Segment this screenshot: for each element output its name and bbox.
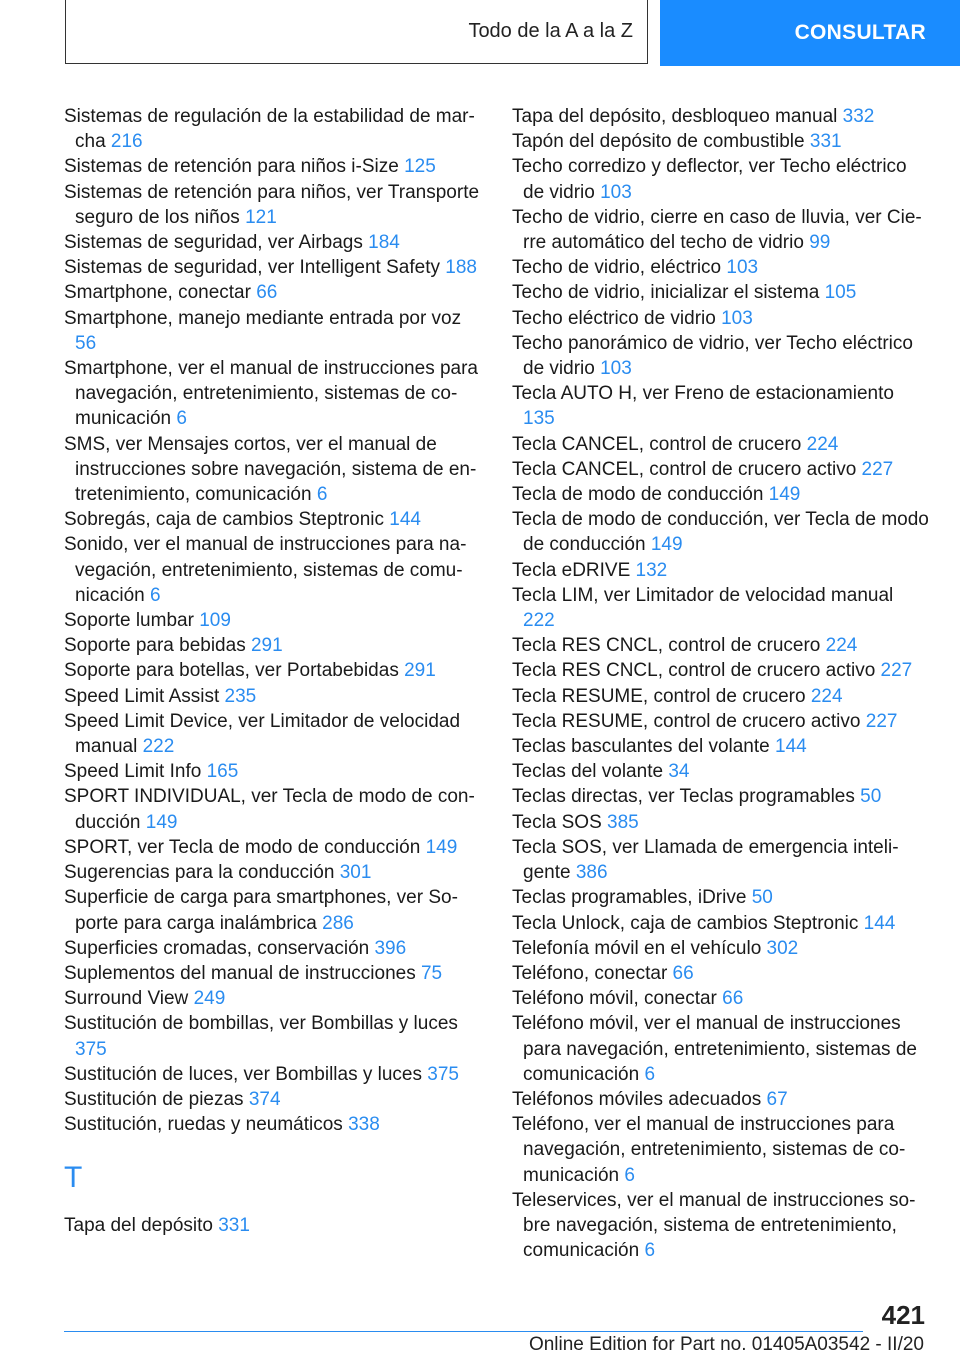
- index-entry-text: Teléfono móvil, ver el manual de instrucciones para navegación, entretenimiento, sistemas de comunicación: [512, 1013, 917, 1085]
- index-entry: [64, 759, 482, 784]
- index-page-link[interactable]: 235: [224, 685, 257, 707]
- index-entry-text: Suplementos del manual de instrucciones: [64, 962, 421, 984]
- index-entry: [512, 154, 930, 204]
- index-entry: [64, 860, 482, 885]
- index-entry: [64, 180, 482, 230]
- index-entry-text: Techo de vidrio, inicializar el sistema: [512, 282, 825, 304]
- index-page-link[interactable]: 6: [644, 1063, 656, 1085]
- index-entry: [512, 205, 930, 255]
- index-page-link[interactable]: 75: [420, 962, 443, 984]
- index-entry: [64, 1112, 482, 1137]
- index-entry-text: Tecla RES CNCL, control de crucero: [512, 635, 826, 657]
- index-entry-text: Teclas basculantes del volante: [512, 736, 775, 758]
- index-entry: [64, 356, 482, 432]
- index-page-link[interactable]: 286: [322, 912, 354, 934]
- index-entry-text: Speed Limit Device, ver Limitador de velocidad manual: [64, 710, 461, 758]
- index-entry-text: Sustitución, ruedas y neumáticos: [64, 1114, 349, 1136]
- index-entry-text: Sistemas de regulación de la estabilidad de marcha: [64, 106, 475, 153]
- index-entry: [64, 986, 482, 1011]
- index-page-link[interactable]: 374: [248, 1088, 281, 1110]
- index-entry-text: Tecla RES CNCL, control de crucero activo: [512, 660, 881, 682]
- index-entry: [512, 255, 930, 280]
- index-entry-text: Tapa del depósito, desbloqueo manual: [512, 106, 843, 127]
- index-entry-text: Tecla de modo de conducción, ver Tecla de modo de conducción: [512, 509, 929, 556]
- index-entry-text: Tecla SOS, ver Llamada de emergencia inteligente: [512, 836, 899, 884]
- index-entry-text: Speed Limit Info: [64, 761, 207, 783]
- index-entry-text: Sistemas de seguridad, ver Airbags: [64, 232, 369, 254]
- index-page-link[interactable]: 56: [75, 332, 97, 354]
- index-entry: [64, 507, 482, 532]
- index-entry-text: Teléfono, conectar: [512, 962, 673, 984]
- index-entry: [512, 734, 930, 759]
- index-page-link[interactable]: 144: [775, 736, 807, 758]
- index-page-link[interactable]: 99: [809, 232, 831, 254]
- index-column-right: [512, 104, 930, 1263]
- index-entry: [64, 633, 482, 658]
- index-page-link[interactable]: 224: [806, 433, 839, 455]
- index-page-link[interactable]: 291: [250, 635, 283, 657]
- index-entry-text: Smartphone, manejo mediante entrada por voz: [64, 307, 462, 329]
- index-entry: [512, 961, 930, 986]
- index-entry-text: Tapón del depósito de combustible: [512, 131, 810, 153]
- index-entry-text: Tecla RESUME, control de crucero: [512, 685, 811, 707]
- index-entry: [64, 835, 482, 860]
- index-page-link[interactable]: 224: [825, 635, 858, 657]
- index-entry-text: Soporte lumbar: [64, 610, 200, 632]
- index-page-link[interactable]: 50: [860, 786, 882, 808]
- index-entry-text: Surround View: [64, 988, 194, 1010]
- index-entry: [512, 280, 930, 305]
- index-page-link[interactable]: 375: [427, 1063, 459, 1085]
- index-page-link[interactable]: 224: [810, 685, 843, 707]
- index-entry: [64, 961, 482, 986]
- index-entry: [512, 507, 930, 557]
- index-entry: [64, 255, 482, 280]
- index-entry: [512, 104, 930, 129]
- header-section-title[interactable]: [65, 0, 648, 64]
- index-page-link[interactable]: 6: [176, 408, 187, 430]
- index-page-link[interactable]: 6: [644, 1240, 656, 1262]
- index-entry: [512, 658, 930, 683]
- index-entry: [512, 583, 930, 633]
- index-column-left: [64, 104, 482, 1239]
- page-number: 421: [881, 1300, 925, 1330]
- index-entry: [512, 129, 930, 154]
- index-page-link[interactable]: 144: [863, 912, 896, 934]
- index-page-link[interactable]: 222: [523, 610, 555, 632]
- index-entry-text: SMS, ver Mensajes cortos, ver el manual de instrucciones sobre navegación, sistema de entretenimiento, comunicación: [64, 433, 477, 506]
- index-entry-text: SPORT, ver Tecla de modo de conducción: [64, 836, 426, 858]
- index-entry-text: Sustitución de piezas: [64, 1088, 249, 1110]
- index-page-link[interactable]: 6: [316, 484, 328, 506]
- index-entry: [64, 608, 482, 633]
- index-entry-text: Sonido, ver el manual de instrucciones para navegación, entretenimiento, sistemas de comunicación: [64, 534, 467, 606]
- index-entry: [512, 306, 930, 331]
- index-entry: [64, 154, 482, 179]
- index-entry-text: Tecla AUTO H, ver Freno de estacionamiento: [512, 383, 894, 405]
- index-entry-text: Smartphone, conectar: [64, 282, 257, 304]
- index-page-link[interactable]: 103: [726, 257, 759, 279]
- index-entry-text: Tecla de modo de conducción: [512, 484, 769, 506]
- index-page-link[interactable]: 165: [206, 761, 239, 783]
- index-page-link[interactable]: 6: [624, 1164, 635, 1186]
- index-page-link[interactable]: 332: [842, 106, 875, 127]
- index-entry-text: Techo eléctrico de vidrio: [512, 307, 722, 329]
- index-entry-text: Smartphone, ver el manual de instrucciones para navegación, entretenimiento, sistemas de comunicación: [64, 358, 479, 430]
- index-page-link[interactable]: 121: [245, 206, 277, 228]
- index-page-link[interactable]: 386: [575, 862, 608, 884]
- index-page-link[interactable]: 6: [150, 584, 161, 606]
- index-entry-text: Sobregás, caja de cambios Steptronic: [64, 509, 390, 531]
- index-page-link[interactable]: 375: [75, 1038, 107, 1060]
- index-entry-text: Tecla CANCEL, control de crucero activo: [512, 458, 862, 480]
- index-entry-text: Tecla CANCEL, control de crucero: [512, 433, 807, 455]
- index-entry: [512, 1112, 930, 1188]
- footer-divider: [64, 1331, 863, 1332]
- index-page-link[interactable]: 109: [199, 610, 231, 632]
- index-page-link[interactable]: 149: [650, 534, 683, 556]
- index-letter-heading: T: [64, 1161, 83, 1195]
- footer-edition: Online Edition for Part no. 01405A03542 - II/20: [528, 1334, 924, 1355]
- index-page-link[interactable]: 188: [445, 257, 477, 279]
- index-entry: [64, 104, 482, 154]
- index-page-link[interactable]: 222: [142, 736, 175, 758]
- index-entry: [512, 482, 930, 507]
- index-entry: [64, 1011, 482, 1061]
- index-entry: [64, 885, 482, 935]
- index-entry-text: Soporte para bebidas: [64, 635, 251, 657]
- index-entry: [512, 684, 930, 709]
- index-entry-text: SPORT INDIVIDUAL, ver Tecla de modo de conducción: [64, 786, 475, 833]
- index-entry-text: Tecla Unlock, caja de cambios Steptronic: [512, 912, 864, 934]
- index-page-link[interactable]: 184: [368, 232, 400, 254]
- index-entry: [512, 986, 930, 1011]
- index-page-link[interactable]: 66: [256, 282, 278, 304]
- index-page-link[interactable]: 216: [110, 131, 143, 153]
- index-entry: [512, 911, 930, 936]
- index-entry-text: Tecla SOS: [512, 811, 608, 833]
- index-entry: [512, 784, 930, 809]
- index-entry: [512, 1188, 930, 1264]
- index-entry-text: Sustitución de bombillas, ver Bombillas y luces: [64, 1013, 458, 1035]
- index-entry: [64, 230, 482, 255]
- index-page-link[interactable]: 149: [768, 484, 801, 506]
- index-entry-text: Sustitución de luces, ver Bombillas y luces: [64, 1063, 428, 1085]
- index-entry-text: Telefonía móvil en el vehículo: [512, 937, 767, 959]
- index-entry: [64, 658, 482, 683]
- index-entry: [512, 381, 930, 431]
- index-entry-text: Tecla LIM, ver Limitador de velocidad manual: [512, 584, 894, 606]
- index-entry: [512, 759, 930, 784]
- index-entry-text: Superficie de carga para smartphones, ver Soporte para carga inalámbrica: [64, 887, 458, 934]
- index-entry: [512, 331, 930, 381]
- index-page-link[interactable]: 149: [145, 811, 178, 833]
- index-page-link[interactable]: 331: [809, 131, 842, 153]
- index-entry: [512, 709, 930, 734]
- tab-consultar-label: CONSULTAR: [794, 21, 926, 44]
- index-entry: [64, 709, 482, 759]
- index-page-link[interactable]: 132: [635, 559, 668, 581]
- index-page-link[interactable]: 135: [523, 408, 555, 430]
- index-entry-text: Sistemas de retención para niños i-Size: [64, 156, 405, 178]
- index-entry-text: Techo de vidrio, cierre en caso de lluvia, ver Cierre automático del techo de vidrio: [512, 206, 922, 254]
- index-entry: [512, 810, 930, 835]
- index-entry-text: Techo de vidrio, eléctrico: [512, 257, 727, 279]
- index-entry-text: Speed Limit Assist: [64, 685, 225, 707]
- header-title: Todo de la A a la Z: [468, 20, 633, 42]
- index-page-link[interactable]: 125: [404, 156, 436, 178]
- index-entry-text: Sugerencias para la conducción: [64, 862, 340, 884]
- index-entry-text: Teléfono, ver el manual de instrucciones para navegación, entretenimiento, sistemas de comunicación: [512, 1114, 906, 1186]
- index-entry-text: Tecla eDRIVE: [512, 559, 636, 581]
- index-page-link[interactable]: 385: [607, 811, 639, 833]
- index-page-link[interactable]: 301: [339, 862, 372, 884]
- index-page-link[interactable]: 338: [348, 1114, 380, 1136]
- index-page-link[interactable]: 291: [404, 660, 436, 682]
- index-entry: [512, 835, 930, 885]
- index-page-link[interactable]: 66: [722, 988, 744, 1010]
- index-page-link[interactable]: 103: [721, 307, 753, 329]
- index-entry: [64, 1062, 482, 1087]
- index-entry-text: Tecla RESUME, control de crucero activo: [512, 710, 866, 732]
- index-entry: [64, 784, 482, 834]
- index-entry: [64, 280, 482, 305]
- index-page-link[interactable]: 144: [389, 509, 421, 531]
- index-page-link[interactable]: 227: [865, 710, 898, 732]
- index-entry-text: Teléfonos móviles adecuados: [512, 1088, 767, 1110]
- index-page-link[interactable]: 227: [861, 458, 894, 480]
- index-page-link[interactable]: 105: [824, 282, 857, 304]
- index-page-link[interactable]: 34: [668, 761, 690, 783]
- index-entry: [64, 306, 482, 356]
- index-page-link[interactable]: 67: [766, 1088, 788, 1110]
- index-page-link[interactable]: 249: [193, 988, 226, 1010]
- index-entry: [512, 432, 930, 457]
- index-entry-text: Teléfono móvil, conectar: [512, 988, 723, 1010]
- index-entry: [512, 558, 930, 583]
- index-entry-text: Teclas programables, iDrive: [512, 887, 752, 909]
- index-entry: [512, 936, 930, 961]
- index-entry-text: Sistemas de seguridad, ver Intelligent Safety: [64, 257, 446, 279]
- index-entry: [512, 1087, 930, 1112]
- index-entry: [64, 432, 482, 508]
- index-entry-text: Tapa del depósito: [64, 1215, 219, 1237]
- tab-consultar[interactable]: [660, 0, 960, 66]
- index-entry-text: Superficies cromadas, conservación: [64, 937, 375, 959]
- index-entry: [512, 885, 930, 910]
- index-page-link[interactable]: 331: [218, 1215, 250, 1237]
- index-page-link[interactable]: 227: [880, 660, 913, 682]
- index-entry: [512, 1011, 930, 1087]
- index-page-link[interactable]: 66: [672, 962, 694, 984]
- index-entry: [512, 457, 930, 482]
- index-page-link[interactable]: 302: [766, 937, 799, 959]
- index-entry-text: Teclas del volante: [512, 761, 669, 783]
- index-entry-text: Soporte para botellas, ver Portabebidas: [64, 660, 405, 682]
- index-page-link[interactable]: 103: [600, 358, 632, 380]
- index-entry: [64, 1213, 482, 1238]
- index-entry-text: Techo corredizo y deflector, ver Techo eléctrico de vidrio: [512, 156, 907, 203]
- index-entry: [512, 633, 930, 658]
- index-page-link[interactable]: 103: [600, 181, 632, 203]
- index-entry: [64, 936, 482, 961]
- index-entry-text: Techo panorámico de vidrio, ver Techo eléctrico de vidrio: [512, 332, 913, 380]
- index-entry-text: Teclas directas, ver Teclas programables: [512, 786, 861, 808]
- index-entry: [64, 1087, 482, 1112]
- index-entry-text: Teleservices, ver el manual de instrucciones sobre navegación, sistema de entretenimiento, comunicación: [512, 1189, 916, 1262]
- index-page-link[interactable]: 396: [374, 937, 407, 959]
- index-entry: [64, 684, 482, 709]
- index-entry-text: Sistemas de retención para niños, ver Transporte seguro de los niños: [64, 181, 480, 228]
- index-page-link[interactable]: 50: [751, 887, 773, 909]
- index-page-link[interactable]: 149: [425, 836, 458, 858]
- index-entry: [64, 532, 482, 608]
